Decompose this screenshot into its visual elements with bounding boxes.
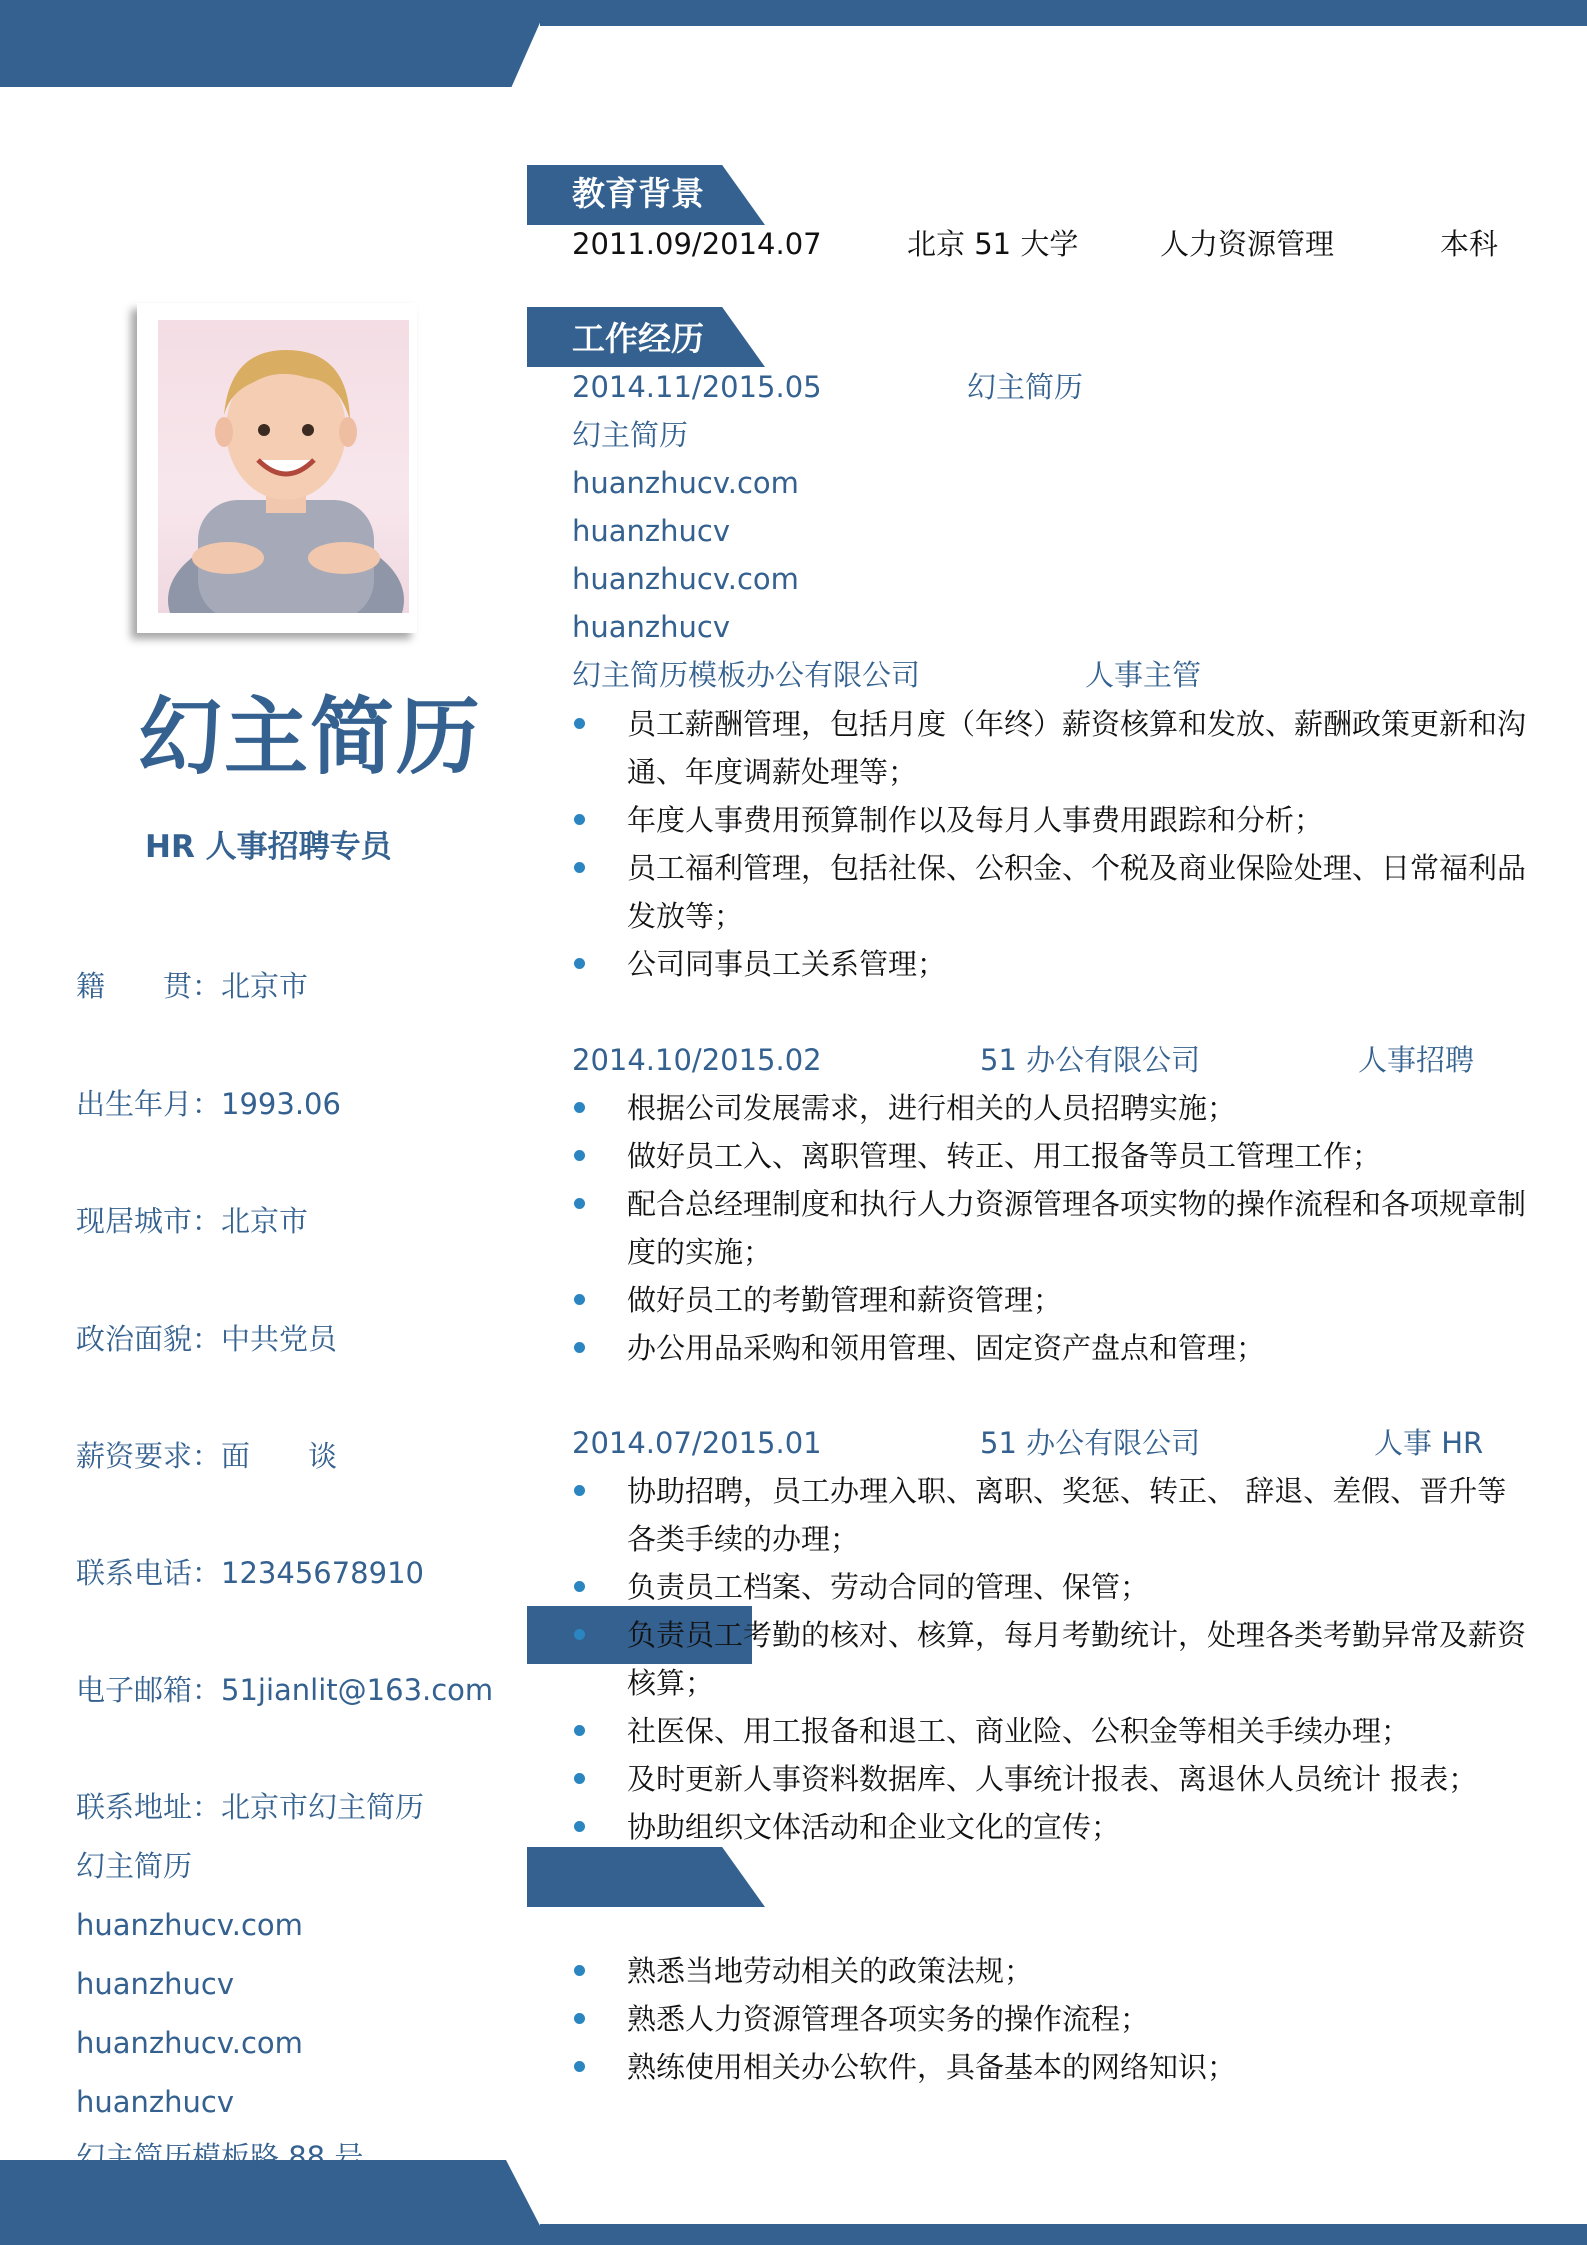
info-label: 籍 贯：: [76, 969, 222, 1003]
job1-extra-line: 幻主简历: [572, 418, 689, 452]
address-extra-line: huanzhucv: [76, 2085, 234, 2119]
list-item: 配合总经理制度和执行人力资源管理各项实物的操作流程和各项规章制度的实施；: [572, 1180, 1532, 1276]
top-band-thin: [540, 0, 1587, 26]
profile-name: 幻主简历: [137, 688, 482, 786]
info-label: 联系地址：: [76, 1790, 222, 1824]
skills-section-tab: [527, 1847, 765, 1907]
list-item: 员工福利管理，包括社保、公积金、个税及商业保险处理、日常福利品发放等；: [572, 844, 1532, 940]
list-item: 年度人事费用预算制作以及每月人事费用跟踪和分析；: [572, 796, 1532, 844]
info-value: 北京市: [221, 1204, 309, 1238]
info-label: 政治面貌：: [76, 1322, 222, 1356]
education-title: 教育背景: [572, 174, 704, 213]
education-date: 2011.09/2014.07: [572, 227, 822, 261]
list-item: 做好员工的考勤管理和薪资管理；: [572, 1276, 1532, 1324]
info-value: 51jianlit@163.com: [221, 1673, 494, 1707]
job1-company-short: 幻主简历: [967, 370, 1084, 404]
list-item: 做好员工入、离职管理、转正、用工报备等员工管理工作；: [572, 1132, 1532, 1180]
info-value: 12345678910: [221, 1556, 424, 1590]
info-email: [76, 1673, 494, 1707]
info-value: 1993.06: [221, 1087, 341, 1121]
info-label: 电子邮箱：: [76, 1673, 222, 1707]
info-value: 北京市幻主简历: [221, 1790, 425, 1824]
info-label: 联系电话：: [76, 1556, 222, 1590]
job1-date: 2014.11/2015.05: [572, 370, 822, 404]
top-band-left: [0, 0, 550, 87]
list-item: 熟悉当地劳动相关的政策法规；: [572, 1947, 1532, 1995]
info-birth: [76, 1087, 341, 1121]
list-item: 办公用品采购和领用管理、固定资产盘点和管理；: [572, 1324, 1532, 1372]
work-title: 工作经历: [572, 319, 704, 358]
job1-extra-line: huanzhucv.com: [572, 466, 799, 500]
list-item: 员工薪酬管理，包括月度（年终）薪资核算和发放、薪酬政策更新和沟通、年度调薪处理等；: [572, 700, 1532, 796]
list-item: 负责员工考勤的核对、核算，每月考勤统计，处理各类考勤异常及薪资核算；: [572, 1611, 1532, 1707]
info-label: 薪资要求：: [76, 1439, 222, 1473]
job1-role: 人事主管: [1085, 658, 1202, 692]
job1-extra-line: huanzhucv: [572, 514, 730, 548]
education-degree: 本科: [1440, 227, 1499, 261]
address-extra-line: huanzhucv.com: [76, 1908, 303, 1942]
info-salary: [76, 1439, 338, 1473]
info-city: [76, 1204, 309, 1238]
skills-list: [572, 1947, 1532, 2091]
address-extra-line: 幻主简历: [76, 1849, 193, 1883]
job1-extra-line: huanzhucv: [572, 610, 730, 644]
job3-date: 2014.07/2015.01: [572, 1426, 822, 1460]
address-extra-line: huanzhucv: [76, 1967, 234, 2001]
list-item: 公司同事员工关系管理；: [572, 940, 1532, 988]
job3-role: 人事 HR: [1374, 1426, 1484, 1460]
info-label: 出生年月：: [76, 1087, 222, 1121]
job1-extra-line: huanzhucv.com: [572, 562, 799, 596]
job3-company: 51 办公有限公司: [980, 1426, 1201, 1460]
list-item: 协助招聘，员工办理入职、离职、奖惩、转正、 辞退、差假、晋升等各类手续的办理；: [572, 1467, 1532, 1563]
job2-duties: [572, 1084, 1532, 1372]
job2-company: 51 办公有限公司: [980, 1043, 1201, 1077]
list-item: 及时更新人事资料数据库、人事统计报表、离退休人员统计 报表；: [572, 1755, 1532, 1803]
info-phone: [76, 1556, 424, 1590]
list-item: 熟悉人力资源管理各项实务的操作流程；: [572, 1995, 1532, 2043]
address-extra-line: 幻主简历模板路 88 号: [76, 2140, 364, 2174]
education-school: 北京 51 大学: [907, 227, 1079, 261]
education-major: 人力资源管理: [1160, 227, 1335, 261]
child-portrait-icon: [158, 320, 409, 613]
job2-role: 人事招聘: [1358, 1043, 1475, 1077]
list-item: 负责员工档案、劳动合同的管理、保管；: [572, 1563, 1532, 1611]
job1-company: 幻主简历模板办公有限公司: [572, 658, 921, 692]
info-value: 北京市: [221, 969, 309, 1003]
job1-duties: [572, 700, 1532, 988]
profile-photo: [158, 320, 409, 613]
address-extra-line: huanzhucv.com: [76, 2026, 303, 2060]
info-address: [76, 1790, 425, 1824]
job3-duties: [572, 1467, 1532, 1851]
job-title: HR 人事招聘专员: [145, 829, 392, 865]
info-value: 面 谈: [221, 1439, 338, 1473]
job2-date: 2014.10/2015.02: [572, 1043, 822, 1077]
info-hometown: [76, 969, 309, 1003]
list-item: 根据公司发展需求，进行相关的人员招聘实施；: [572, 1084, 1532, 1132]
info-value: 中共党员: [221, 1322, 338, 1356]
list-item: 社医保、用工报备和退工、商业险、公积金等相关手续办理；: [572, 1707, 1532, 1755]
info-politics: [76, 1322, 338, 1356]
info-label: 现居城市：: [76, 1204, 222, 1238]
list-item: 协助组织文体活动和企业文化的宣传；: [572, 1803, 1532, 1851]
list-item: 熟练使用相关办公软件，具备基本的网络知识；: [572, 2043, 1532, 2091]
bottom-band-thin: [540, 2224, 1587, 2245]
